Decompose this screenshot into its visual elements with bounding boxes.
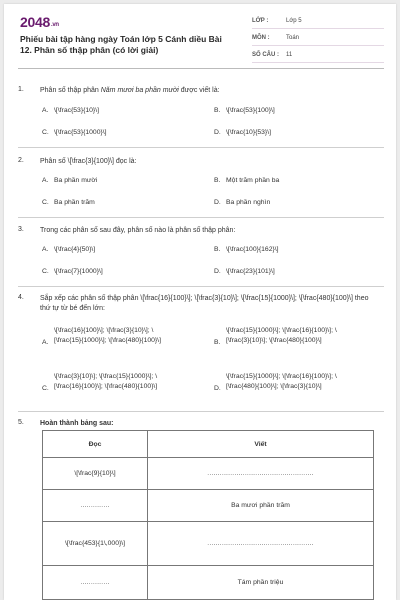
option-text: Một trăm phần ba: [226, 177, 280, 184]
table-row: [43, 490, 374, 522]
option-letter: B.: [214, 246, 221, 253]
question-number: 1.: [18, 86, 24, 93]
option-letter: C.: [42, 268, 49, 275]
question-divider: [18, 217, 384, 218]
option-letter: C.: [42, 385, 49, 392]
option-text: \[\frac{100}{162}\]: [226, 246, 279, 253]
logo-text: 2048: [20, 14, 50, 30]
question-divider: [18, 286, 384, 287]
question-stem: Phân số \[\frac{3}{100}\] đọc là:: [40, 158, 137, 165]
meta-subject-value: Toán: [286, 35, 300, 41]
option-letter: B.: [214, 107, 221, 114]
option-text: \[\frac{15}{1000}\]; \[\frac{16}{100}\]; \[\frac{3}{10}\]; \[\frac{480}{100}\]: [226, 327, 337, 344]
option-text: \[\frac{4}{50}\]: [54, 246, 96, 253]
logo-suffix: .vn: [50, 22, 59, 28]
table-row: [43, 566, 374, 600]
column-header-doc: Đọc: [43, 431, 148, 458]
option-text: \[\frac{7}{1000}\]: [54, 268, 103, 275]
cell-doc-blank[interactable]: ..............: [43, 566, 148, 600]
option-letter: A.: [42, 246, 49, 253]
worksheet-page: [4, 4, 396, 600]
column-header-viet: Viết: [148, 431, 374, 458]
table-header-row: [43, 431, 374, 458]
meta-count-value: 11: [286, 52, 293, 58]
meta-grade-key: LỚP :: [252, 18, 269, 24]
answer-table: [42, 430, 374, 600]
site-logo[interactable]: [20, 14, 59, 30]
question-stem: Trong các phân số sau đây, phân số nào là phân số thập phân:: [40, 227, 236, 234]
meta-subject-key: MÔN :: [252, 35, 270, 41]
option-letter: B.: [214, 339, 221, 346]
cell-doc: \[\frac{453}{1\,000}\]: [43, 522, 148, 566]
option-text: \[\frac{15}{1000}\]; \[\frac{16}{100}\]; \[\frac{480}{100}\]; \[\frac{3}{10}\]: [226, 373, 337, 390]
worksheet-title: Phiếu bài tập hàng ngày Toán lớp 5 Cánh diều Bài 12. Phân số thập phân (có lời giải): [20, 34, 222, 55]
table-row: [43, 522, 374, 566]
cell-viet: Tám phần triệu: [148, 566, 374, 600]
question-number: 5.: [18, 419, 24, 426]
option-letter: D.: [214, 268, 221, 275]
worksheet-header: [4, 4, 396, 62]
question-number: 4.: [18, 294, 24, 301]
option-text: \[\frac{16}{100}\]; \[\frac{3}{10}\]; \[\frac{15}{1000}\]; \[\frac{480}{100}\]: [54, 327, 161, 344]
question-stem: Hoàn thành bảng sau:: [40, 420, 114, 427]
stem-italic: Năm mươi ba phần mười: [100, 87, 179, 94]
option-text: \[\frac{10}{53}\]: [226, 129, 271, 136]
stem-prefix: Phân số thập phân: [40, 87, 101, 94]
header-divider: [18, 68, 384, 69]
question-divider: [18, 147, 384, 148]
option-text: \[\frac{53}{1000}\]: [54, 129, 107, 136]
option-letter: C.: [42, 199, 49, 206]
option-letter: A.: [42, 339, 49, 346]
worksheet-meta: [252, 16, 384, 67]
option-text: \[\frac{23}{101}\]: [226, 268, 275, 275]
question-stem: Sắp xếp các phân số thập phân \[\frac{16}{100}\]; \[\frac{3}{10}\]; \[\frac{15}{1000}\]; \[\frac{480}{100}\] theo thứ tự từ bé đến lớn:: [40, 295, 369, 312]
cell-doc-blank[interactable]: ..............: [43, 490, 148, 522]
stem-suffix: được viết là:: [178, 87, 220, 94]
cell-viet-blank[interactable]: ...................................................: [148, 458, 374, 490]
question-divider: [18, 411, 384, 412]
question-number: 2.: [18, 157, 24, 164]
meta-count-key: SỐ CÂU :: [252, 52, 279, 58]
option-text: Ba phần mười: [54, 177, 98, 184]
cell-viet: Ba mươi phần trăm: [148, 490, 374, 522]
question-stem: [40, 86, 380, 96]
option-text: \[\frac{53}{10}\]: [54, 107, 99, 114]
option-text: \[\frac{3}{10}\]; \[\frac{15}{1000}\]; \[\frac{16}{100}\]; \[\frac{480}{100}\]: [54, 373, 158, 390]
option-letter: D.: [214, 385, 221, 392]
option-text: Ba phần nghìn: [226, 199, 271, 206]
option-letter: C.: [42, 129, 49, 136]
option-letter: A.: [42, 177, 49, 184]
option-letter: D.: [214, 199, 221, 206]
option-letter: A.: [42, 107, 49, 114]
option-letter: B.: [214, 177, 221, 184]
option-letter: D.: [214, 129, 221, 136]
table-row: [43, 458, 374, 490]
option-text: \[\frac{53}{100}\]: [226, 107, 275, 114]
meta-grade-value: Lớp 5: [286, 18, 302, 24]
meta-count: [252, 50, 384, 63]
meta-grade: [252, 16, 384, 29]
cell-doc: \[\frac{9}{10}\]: [43, 458, 148, 490]
option-text: Ba phần trăm: [54, 199, 95, 206]
cell-viet-blank[interactable]: ...................................................: [148, 522, 374, 566]
meta-subject: [252, 33, 384, 46]
question-number: 3.: [18, 226, 24, 233]
